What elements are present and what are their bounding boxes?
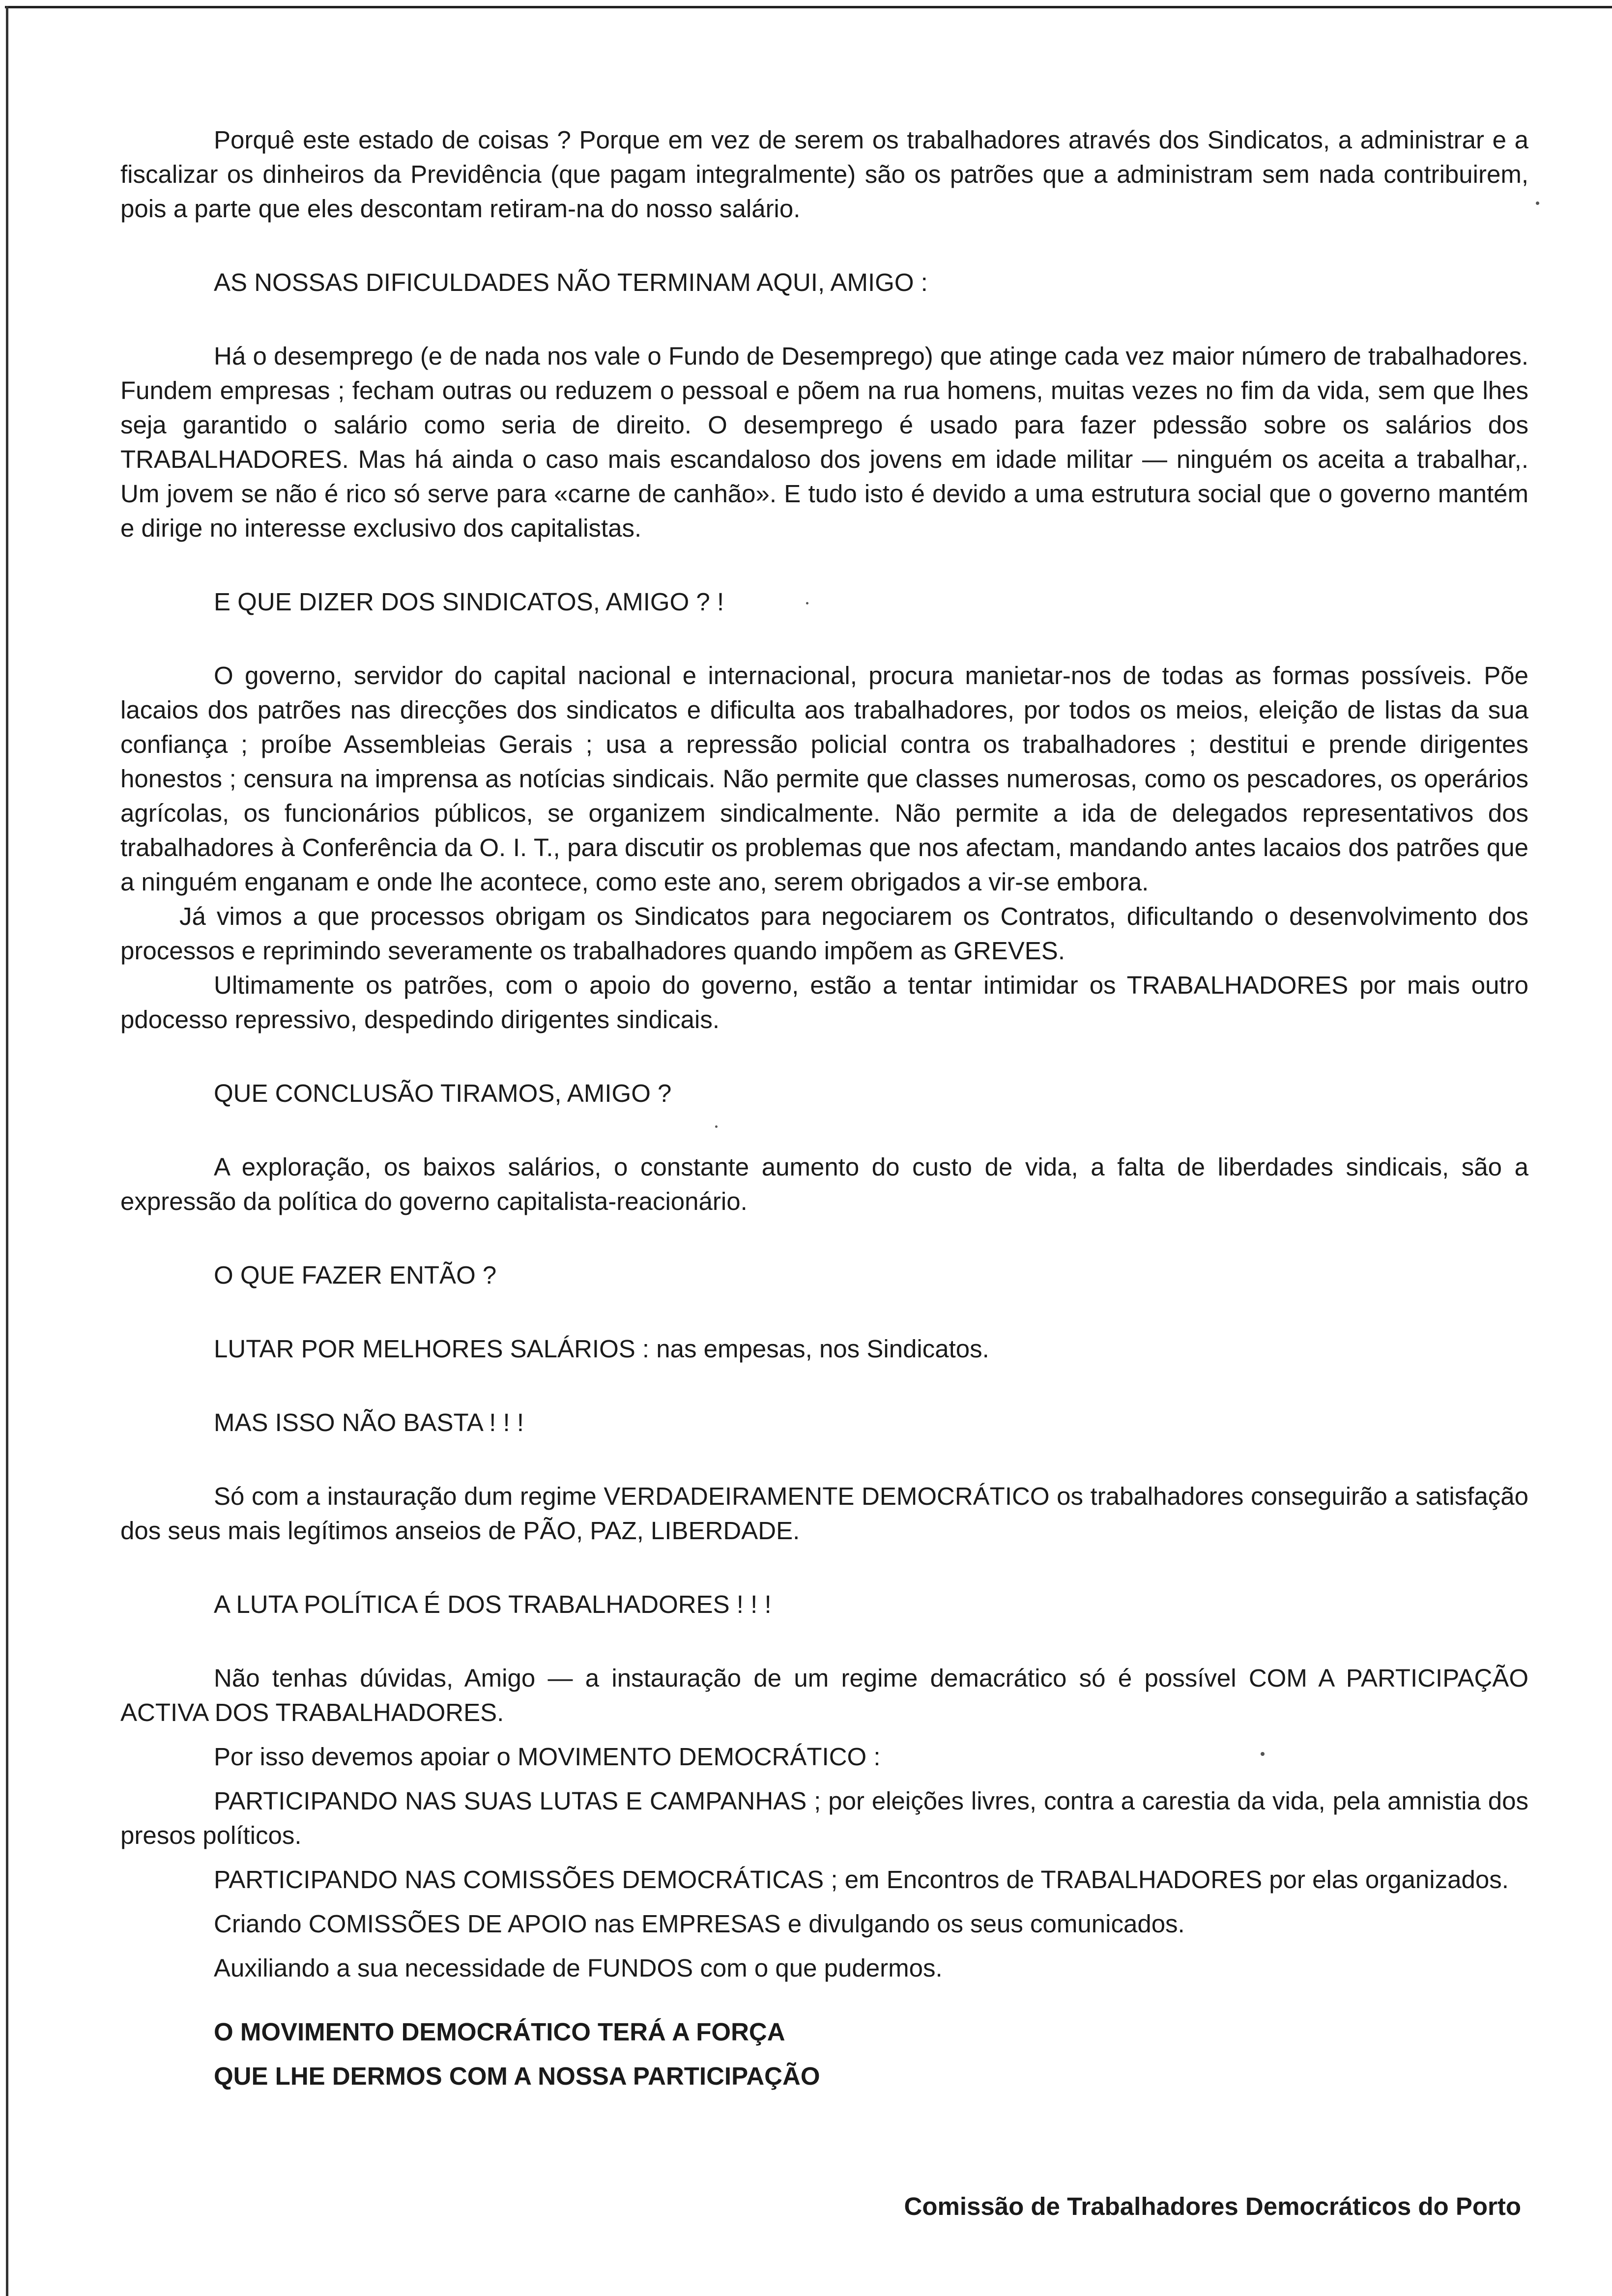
document-body xyxy=(120,123,1528,2094)
heading-lutar-salarios: LUTAR POR MELHORES SALÁRIOS : nas empesas, nos Sindicatos. xyxy=(214,1335,989,1363)
scan-speck xyxy=(1536,201,1539,205)
paragraph-lutas-campanhas: PARTICIPANDO NAS SUAS LUTAS E CAMPANHAS ; por eleições livres, contra a carestia da vida, pela amnistia dos presos políticos. xyxy=(120,1787,1528,1849)
heading-o-que-fazer: O QUE FAZER ENTÃO ? xyxy=(214,1261,497,1289)
closing-line-2: QUE LHE DERMOS COM A NOSSA PARTICIPAÇÃO xyxy=(214,2062,820,2090)
page-border-left xyxy=(6,6,8,2296)
paragraph-duvidas: Não tenhas dúvidas, Amigo — a instauração de um regime demacrático só é possível COM A PARTICIPAÇÃO ACTIVA DOS TRABALHADORES. xyxy=(120,1664,1528,1726)
paragraph-regime-democratico: Só com a instauração dum regime VERDADEIRAMENTE DEMOCRÁTICO os trabalhadores conseguirão a satisfação dos seus mais legítimos anseios de PÃO, PAZ, LIBERDADE. xyxy=(120,1482,1528,1545)
closing-line-1: O MOVIMENTO DEMOCRÁTICO TERÁ A FORÇA xyxy=(214,2018,785,2046)
paragraph-comissoes: PARTICIPANDO NAS COMISSÕES DEMOCRÁTICAS ; em Encontros de TRABALHADORES por elas organizados. xyxy=(214,1866,1509,1894)
heading-sindicatos: E QUE DIZER DOS SINDICATOS, AMIGO ? ! xyxy=(214,588,724,616)
paragraph-governo: O governo, servidor do capital nacional e internacional, procura manietar-nos de todas as formas possíveis. Põe lacaios dos patrões nas direcções dos sindicatos e dificulta aos trabalhadores, por todos os meios, eleição de listas da sua confiança ; proíbe Assembleias Gerais ; usa a repressão policial contra os trabalhadores ; destitui e prende dirigentes honestos ; censura na imprensa as notícias sindicais. Não permite que classes numerosas, como os pescadores, os operários agrícolas, os funcionários públicos, se organizem sindicalmente. Não permite a ida de delegados representativos dos trabalhadores à Conferência da O. I. T., para discutir os problemas que nos afectam, mandando antes lacaios dos patrões que a ninguém enganam e onde lhe acontece, como este ano, serem obrigados a vir-se embora. xyxy=(120,661,1528,896)
heading-dificuldades: AS NOSSAS DIFICULDADES NÃO TERMINAM AQUI, AMIGO : xyxy=(214,268,928,296)
heading-conclusao: QUE CONCLUSÃO TIRAMOS, AMIGO ? xyxy=(214,1079,672,1107)
paragraph-desemprego: Há o desemprego (e de nada nos vale o Fundo de Desemprego) que atinge cada vez maior número de trabalhadores. Fundem empresas ; fecham outras ou reduzem o pessoal e põem na rua homens, muitas vezes no fim da vida, sem que lhes seja garantido o salário como seria de direito. O desemprego é usado para fazer pdessão sobre os salários dos TRABALHADORES. Mas há ainda o caso mais escandaloso dos jovens em idade militar — ninguém os aceita a trabalhar,. Um jovem se não é rico só serve para «carne de canhão». E tudo isto é devido a uma estrutura social que o governo mantém e dirige no interesse exclusivo dos capitalistas. xyxy=(120,342,1528,542)
page-border-top xyxy=(5,6,1612,8)
paragraph-contratos: Já vimos a que processos obrigam os Sindicatos para negociarem os Contratos, dificultando o desenvolvimento dos processos e reprimindo severamente os trabalhadores quando impõem as GREVES. xyxy=(120,902,1528,965)
paragraph-previdencia: Porquê este estado de coisas ? Porque em vez de serem os trabalhadores através dos Sindicatos, a administrar e a fiscalizar os dinheiros da Previdência (que pagam integralmente) são os patrões que a administram sem nada contribuirem, pois a parte que eles descontam retiram-na do nosso salário. xyxy=(120,126,1528,223)
signature: Comissão de Trabalhadores Democráticos do Porto xyxy=(904,2192,1521,2220)
paragraph-exploracao: A exploração, os baixos salários, o constante aumento do custo de vida, a falta de liberdades sindicais, são a expressão da política do governo capitalista-reacionário. xyxy=(120,1153,1528,1215)
heading-luta-politica: A LUTA POLÍTICA É DOS TRABALHADORES ! ! ! xyxy=(214,1590,772,1618)
paragraph-apoiar: Por isso devemos apoiar o MOVIMENTO DEMOCRÁTICO : xyxy=(214,1743,881,1771)
heading-nao-basta: MAS ISSO NÃO BASTA ! ! ! xyxy=(214,1408,524,1436)
paragraph-comissoes-apoio: Criando COMISSÕES DE APOIO nas EMPRESAS e divulgando os seus comunicados. xyxy=(214,1910,1185,1938)
paragraph-fundos: Auxiliando a sua necessidade de FUNDOS com o que pudermos. xyxy=(214,1954,943,1982)
paragraph-intimidar: Ultimamente os patrões, com o apoio do governo, estão a tentar intimidar os TRABALHADORES por mais outro pdocesso repressivo, despedindo dirigentes sindicais. xyxy=(120,971,1528,1033)
